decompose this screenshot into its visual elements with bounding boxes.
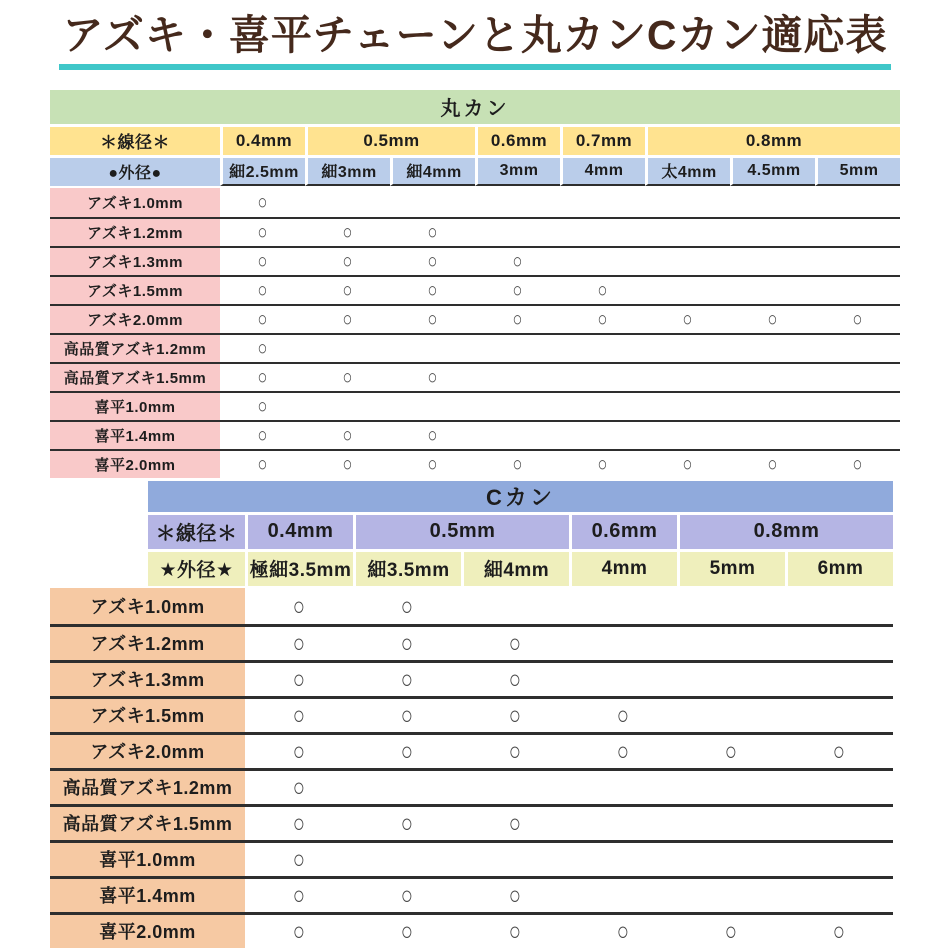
circle-mark: ○ xyxy=(682,307,693,331)
outer-diameter-label: ●外径● xyxy=(50,158,220,186)
compat-cell-empty xyxy=(645,364,730,391)
compat-cell xyxy=(461,627,569,660)
compat-cell xyxy=(220,219,305,246)
compat-cell xyxy=(220,393,305,420)
compat-cell xyxy=(220,306,305,333)
circle-mark: ○ xyxy=(508,664,522,695)
table-row xyxy=(50,217,900,246)
compat-cell-empty xyxy=(730,364,815,391)
compat-cell-empty xyxy=(560,364,645,391)
c-kan-table-body xyxy=(50,588,893,948)
compat-cell-empty xyxy=(390,393,475,420)
compat-cell xyxy=(390,451,475,478)
compat-cell-empty xyxy=(569,843,677,876)
row-label: アズキ1.2mm xyxy=(50,627,245,660)
circle-mark: ○ xyxy=(427,307,438,331)
od-col-header: 5mm xyxy=(815,158,900,186)
circle-mark: ○ xyxy=(724,736,738,767)
compat-cell xyxy=(353,879,461,912)
compat-cell xyxy=(245,735,353,768)
compat-cell-empty xyxy=(730,188,815,217)
circle-mark: ○ xyxy=(292,628,306,659)
circle-mark: ○ xyxy=(257,278,268,302)
circle-mark: ○ xyxy=(292,808,306,839)
compat-cell-empty xyxy=(645,335,730,362)
compat-cell xyxy=(785,915,893,948)
row-label: アズキ1.3mm xyxy=(50,248,220,275)
compat-cell-empty xyxy=(353,843,461,876)
circle-mark: ○ xyxy=(400,916,414,947)
compat-cell xyxy=(390,219,475,246)
circle-mark: ○ xyxy=(427,452,438,476)
c-outer-diameter-row xyxy=(50,552,893,586)
compat-cell xyxy=(730,306,815,333)
compat-cell-empty xyxy=(475,422,560,449)
compat-cell-empty xyxy=(461,588,569,624)
circle-mark: ○ xyxy=(257,249,268,273)
compat-cell xyxy=(390,364,475,391)
compat-cell-empty xyxy=(677,699,785,732)
compat-cell xyxy=(353,627,461,660)
row-label: 喜平1.0mm xyxy=(50,393,220,420)
wire-col-header: 0.6mm xyxy=(569,515,677,549)
circle-mark: ○ xyxy=(342,365,353,389)
table-row xyxy=(50,362,900,391)
wire-col-header: 0.7mm xyxy=(560,127,645,155)
compat-cell xyxy=(353,588,461,624)
compat-cell-empty xyxy=(677,663,785,696)
table-row xyxy=(50,732,893,768)
c-kan-table-title: Cカン xyxy=(148,481,893,512)
compat-cell-empty xyxy=(569,771,677,804)
row-label: アズキ1.2mm xyxy=(50,219,220,246)
compat-cell-empty xyxy=(560,393,645,420)
table-row xyxy=(50,304,900,333)
circle-mark: ○ xyxy=(257,220,268,244)
compat-cell-empty xyxy=(645,248,730,275)
compat-cell-empty xyxy=(730,335,815,362)
compat-cell xyxy=(220,422,305,449)
row-label: 喜平2.0mm xyxy=(50,451,220,478)
od-col-header: 細3.5mm xyxy=(353,552,461,586)
compat-cell-empty xyxy=(785,627,893,660)
wire-col-header: 0.5mm xyxy=(353,515,569,549)
circle-mark: ○ xyxy=(257,394,268,418)
compat-cell-empty xyxy=(677,843,785,876)
maru-outer-diameter-row xyxy=(50,158,900,186)
circle-mark: ○ xyxy=(852,307,863,331)
row-label: 喜平2.0mm xyxy=(50,915,245,948)
compat-cell-empty xyxy=(560,335,645,362)
row-label: 高品質アズキ1.5mm xyxy=(50,364,220,391)
row-label: 喜平1.4mm xyxy=(50,422,220,449)
compat-cell xyxy=(560,451,645,478)
compat-cell xyxy=(785,735,893,768)
wire-diameter-label: ＊線径＊ xyxy=(50,127,220,155)
compat-cell xyxy=(461,879,569,912)
outer-diameter-label: ★外径★ xyxy=(148,552,245,586)
row-label: アズキ1.5mm xyxy=(50,699,245,732)
wire-diameter-label: ＊線径＊ xyxy=(148,515,245,549)
circle-mark: ○ xyxy=(512,249,523,273)
compat-cell-empty xyxy=(677,771,785,804)
compat-cell xyxy=(220,364,305,391)
header-indent-spacer xyxy=(50,552,148,586)
compat-cell xyxy=(390,248,475,275)
compat-cell xyxy=(305,451,390,478)
compat-cell-empty xyxy=(785,879,893,912)
compat-cell-empty xyxy=(815,248,900,275)
od-col-header: 6mm xyxy=(785,552,893,586)
compat-cell xyxy=(677,915,785,948)
table-row xyxy=(50,246,900,275)
compat-cell xyxy=(305,422,390,449)
circle-mark: ○ xyxy=(292,590,306,621)
circle-mark: ○ xyxy=(257,336,268,360)
circle-mark: ○ xyxy=(616,700,630,731)
compat-cell xyxy=(245,807,353,840)
compat-cell xyxy=(245,663,353,696)
compat-cell xyxy=(220,451,305,478)
table-row xyxy=(50,420,900,449)
compat-cell-empty xyxy=(461,771,569,804)
circle-mark: ○ xyxy=(292,772,306,803)
compat-cell-empty xyxy=(730,393,815,420)
compat-cell xyxy=(569,699,677,732)
od-col-header: 細3mm xyxy=(305,158,390,186)
compat-cell xyxy=(560,277,645,304)
circle-mark: ○ xyxy=(767,452,778,476)
wire-col-header: 0.4mm xyxy=(220,127,305,155)
compat-cell-empty xyxy=(645,422,730,449)
compat-cell-empty xyxy=(785,663,893,696)
compat-cell xyxy=(461,699,569,732)
od-col-header: 4.5mm xyxy=(730,158,815,186)
circle-mark: ○ xyxy=(832,916,846,947)
table-row xyxy=(50,588,893,624)
wire-col-header: 0.8mm xyxy=(645,127,900,155)
compat-cell-empty xyxy=(785,807,893,840)
compat-cell xyxy=(353,807,461,840)
od-col-header: 細4mm xyxy=(461,552,569,586)
compat-cell xyxy=(569,735,677,768)
compat-cell xyxy=(305,364,390,391)
compat-cell-empty xyxy=(475,393,560,420)
od-col-header: 細2.5mm xyxy=(220,158,305,186)
maru-kan-table-title: 丸カン xyxy=(50,90,900,124)
circle-mark: ○ xyxy=(512,307,523,331)
compat-cell xyxy=(645,451,730,478)
compat-cell-empty xyxy=(560,422,645,449)
circle-mark: ○ xyxy=(342,423,353,447)
circle-mark: ○ xyxy=(508,736,522,767)
od-col-header: 4mm xyxy=(569,552,677,586)
table-row xyxy=(50,840,893,876)
od-col-header: 細4mm xyxy=(390,158,475,186)
compat-cell xyxy=(475,306,560,333)
circle-mark: ○ xyxy=(682,452,693,476)
compat-cell xyxy=(461,663,569,696)
compat-cell-empty xyxy=(569,588,677,624)
compat-cell-empty xyxy=(475,335,560,362)
row-label: アズキ1.5mm xyxy=(50,277,220,304)
circle-mark: ○ xyxy=(616,916,630,947)
header-indent-spacer xyxy=(50,515,148,549)
circle-mark: ○ xyxy=(292,880,306,911)
circle-mark: ○ xyxy=(400,736,414,767)
compat-cell-empty xyxy=(645,219,730,246)
table-row xyxy=(50,275,900,304)
circle-mark: ○ xyxy=(257,307,268,331)
compat-cell xyxy=(560,306,645,333)
circle-mark: ○ xyxy=(342,220,353,244)
compat-cell xyxy=(353,915,461,948)
circle-mark: ○ xyxy=(400,808,414,839)
compat-cell xyxy=(245,771,353,804)
circle-mark: ○ xyxy=(342,307,353,331)
compat-cell-empty xyxy=(560,248,645,275)
compat-cell-empty xyxy=(475,188,560,217)
compat-cell-empty xyxy=(785,588,893,624)
table-row xyxy=(50,624,893,660)
circle-mark: ○ xyxy=(292,700,306,731)
circle-mark: ○ xyxy=(512,452,523,476)
compat-cell xyxy=(220,248,305,275)
compat-cell-empty xyxy=(305,188,390,217)
circle-mark: ○ xyxy=(767,307,778,331)
row-label: 高品質アズキ1.5mm xyxy=(50,807,245,840)
compat-cell xyxy=(569,915,677,948)
wire-col-header: 0.8mm xyxy=(677,515,893,549)
circle-mark: ○ xyxy=(257,423,268,447)
circle-mark: ○ xyxy=(508,916,522,947)
compat-cell-empty xyxy=(569,807,677,840)
compat-cell xyxy=(461,807,569,840)
compat-cell-empty xyxy=(677,879,785,912)
compat-cell-empty xyxy=(569,627,677,660)
compat-cell-empty xyxy=(475,364,560,391)
compat-cell xyxy=(245,879,353,912)
circle-mark: ○ xyxy=(427,423,438,447)
compat-cell xyxy=(390,277,475,304)
row-label: 喜平1.0mm xyxy=(50,843,245,876)
compat-cell xyxy=(245,843,353,876)
title-area xyxy=(0,0,950,70)
table-row xyxy=(50,660,893,696)
circle-mark: ○ xyxy=(257,452,268,476)
compat-cell xyxy=(353,663,461,696)
compat-cell-empty xyxy=(560,219,645,246)
circle-mark: ○ xyxy=(616,736,630,767)
compat-cell-empty xyxy=(645,277,730,304)
circle-mark: ○ xyxy=(400,664,414,695)
compat-cell-empty xyxy=(305,335,390,362)
wire-col-header: 0.5mm xyxy=(305,127,475,155)
circle-mark: ○ xyxy=(400,590,414,621)
row-label: 喜平1.4mm xyxy=(50,879,245,912)
circle-mark: ○ xyxy=(257,365,268,389)
compat-cell-empty xyxy=(785,699,893,732)
circle-mark: ○ xyxy=(508,880,522,911)
compat-cell-empty xyxy=(560,188,645,217)
circle-mark: ○ xyxy=(292,736,306,767)
circle-mark: ○ xyxy=(427,278,438,302)
table-row xyxy=(50,333,900,362)
circle-mark: ○ xyxy=(342,452,353,476)
compat-cell-empty xyxy=(569,663,677,696)
compat-cell-empty xyxy=(730,422,815,449)
compat-cell-empty xyxy=(815,335,900,362)
compat-cell-empty xyxy=(730,219,815,246)
compat-cell-empty xyxy=(475,219,560,246)
compat-cell xyxy=(815,451,900,478)
c-wire-diameter-row xyxy=(50,515,893,549)
circle-mark: ○ xyxy=(852,452,863,476)
compat-cell xyxy=(677,735,785,768)
compat-cell xyxy=(305,306,390,333)
maru-kan-table xyxy=(50,90,900,478)
compat-cell xyxy=(815,306,900,333)
compat-cell xyxy=(645,306,730,333)
compat-cell xyxy=(220,335,305,362)
compat-cell-empty xyxy=(815,393,900,420)
compat-cell xyxy=(245,915,353,948)
compat-cell xyxy=(475,277,560,304)
circle-mark: ○ xyxy=(400,700,414,731)
od-col-header: 極細3.5mm xyxy=(245,552,353,586)
table-row xyxy=(50,696,893,732)
od-col-header: 太4mm xyxy=(645,158,730,186)
compat-cell xyxy=(730,451,815,478)
compat-cell xyxy=(353,735,461,768)
maru-wire-diameter-row xyxy=(50,127,900,155)
compat-cell-empty xyxy=(730,277,815,304)
circle-mark: ○ xyxy=(427,249,438,273)
circle-mark: ○ xyxy=(257,190,268,214)
circle-mark: ○ xyxy=(512,278,523,302)
compat-cell-empty xyxy=(677,627,785,660)
row-label: アズキ1.3mm xyxy=(50,663,245,696)
circle-mark: ○ xyxy=(597,452,608,476)
od-col-header: 4mm xyxy=(560,158,645,186)
compat-cell-empty xyxy=(390,188,475,217)
circle-mark: ○ xyxy=(427,365,438,389)
compat-cell xyxy=(220,277,305,304)
compat-cell-empty xyxy=(785,843,893,876)
compat-cell-empty xyxy=(569,879,677,912)
compat-cell-empty xyxy=(815,188,900,217)
maru-kan-table-body xyxy=(50,188,900,478)
compat-cell xyxy=(220,188,305,217)
od-col-header: 3mm xyxy=(475,158,560,186)
compat-cell xyxy=(305,219,390,246)
circle-mark: ○ xyxy=(292,916,306,947)
compat-cell-empty xyxy=(677,807,785,840)
row-label: アズキ2.0mm xyxy=(50,306,220,333)
compat-cell xyxy=(390,422,475,449)
row-label: アズキ1.0mm xyxy=(50,188,220,217)
compat-cell xyxy=(461,915,569,948)
compat-cell-empty xyxy=(461,843,569,876)
circle-mark: ○ xyxy=(508,808,522,839)
row-label: アズキ2.0mm xyxy=(50,735,245,768)
wire-col-header: 0.6mm xyxy=(475,127,560,155)
compat-cell-empty xyxy=(390,335,475,362)
compat-cell xyxy=(245,588,353,624)
od-col-header: 5mm xyxy=(677,552,785,586)
table-row xyxy=(50,912,893,948)
table-row xyxy=(50,768,893,804)
compat-cell xyxy=(475,451,560,478)
compat-cell xyxy=(305,248,390,275)
compat-cell-empty xyxy=(815,277,900,304)
row-label: 高品質アズキ1.2mm xyxy=(50,771,245,804)
compat-cell xyxy=(390,306,475,333)
table-row xyxy=(50,876,893,912)
compat-cell xyxy=(305,277,390,304)
compat-cell xyxy=(475,248,560,275)
compat-cell xyxy=(353,699,461,732)
table-row xyxy=(50,391,900,420)
compat-cell-empty xyxy=(677,588,785,624)
row-label: 高品質アズキ1.2mm xyxy=(50,335,220,362)
circle-mark: ○ xyxy=(292,664,306,695)
circle-mark: ○ xyxy=(342,249,353,273)
circle-mark: ○ xyxy=(342,278,353,302)
circle-mark: ○ xyxy=(292,844,306,875)
circle-mark: ○ xyxy=(724,916,738,947)
compat-cell-empty xyxy=(815,219,900,246)
page-title: アズキ・喜平チェーンと丸カンCカン適応表 xyxy=(59,13,892,70)
compat-cell-empty xyxy=(730,248,815,275)
circle-mark: ○ xyxy=(427,220,438,244)
c-kan-table xyxy=(50,481,893,948)
circle-mark: ○ xyxy=(508,700,522,731)
compat-cell-empty xyxy=(815,364,900,391)
circle-mark: ○ xyxy=(400,880,414,911)
compat-cell xyxy=(461,735,569,768)
circle-mark: ○ xyxy=(400,628,414,659)
circle-mark: ○ xyxy=(832,736,846,767)
wire-col-header: 0.4mm xyxy=(245,515,353,549)
compat-cell xyxy=(245,699,353,732)
table-row xyxy=(50,804,893,840)
row-label: アズキ1.0mm xyxy=(50,588,245,624)
compat-cell-empty xyxy=(785,771,893,804)
table-row xyxy=(50,449,900,478)
compat-cell-empty xyxy=(815,422,900,449)
compat-cell-empty xyxy=(305,393,390,420)
circle-mark: ○ xyxy=(597,278,608,302)
circle-mark: ○ xyxy=(508,628,522,659)
circle-mark: ○ xyxy=(597,307,608,331)
table-row xyxy=(50,188,900,217)
compat-cell-empty xyxy=(645,393,730,420)
compat-cell-empty xyxy=(645,188,730,217)
compat-cell xyxy=(245,627,353,660)
compat-cell-empty xyxy=(353,771,461,804)
